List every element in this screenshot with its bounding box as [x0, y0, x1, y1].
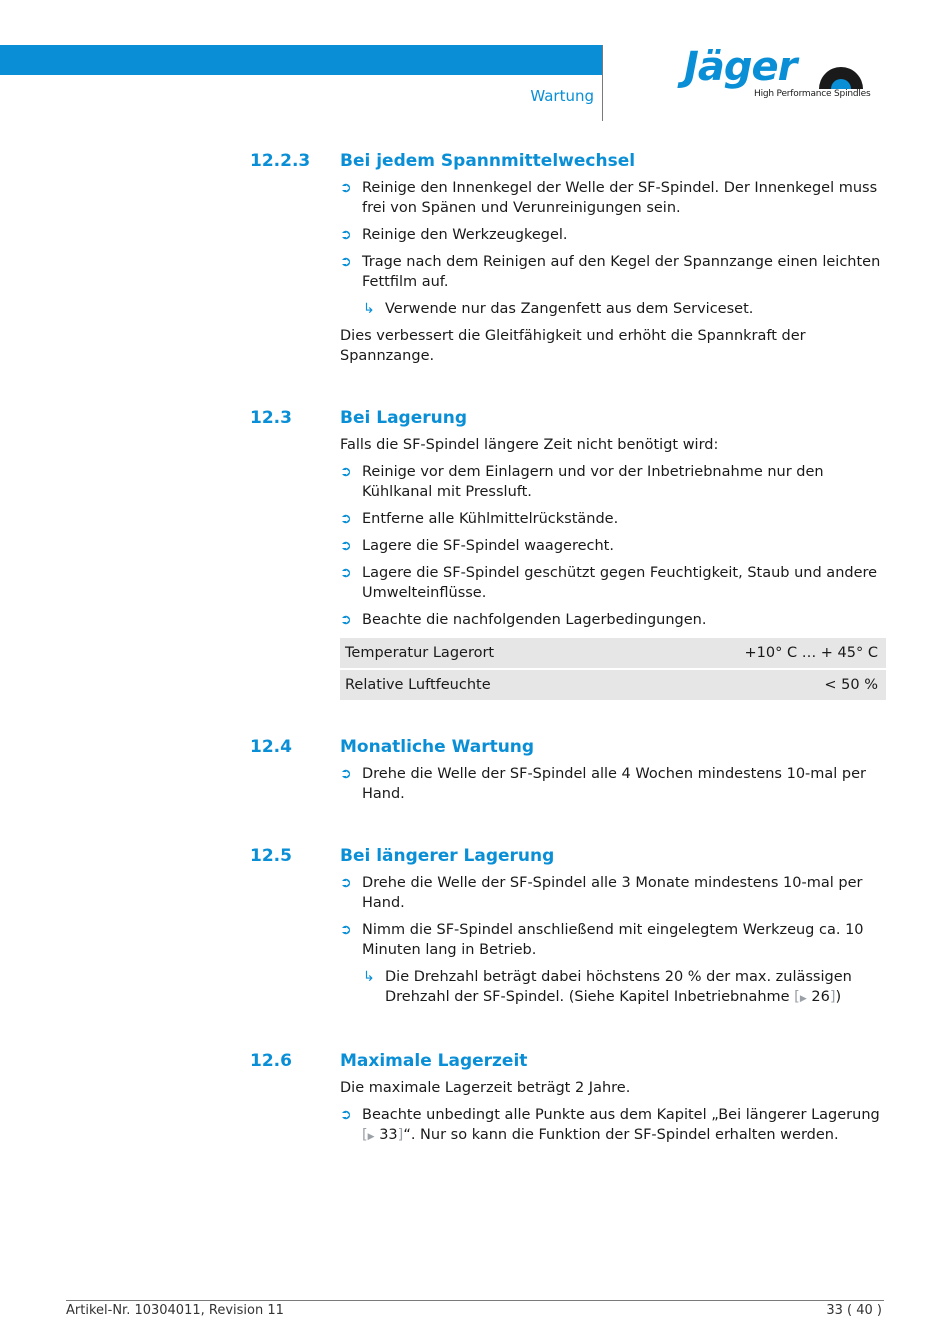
instruction-step: ➲ Beachte unbedingt alle Punkte aus dem Kapitel „Bei längerer Lagerung [▶ 33]“. Nur so kann die Funktion der SF-Spindel erhalten werden.	[340, 1107, 880, 1143]
section-number: 12.2.3	[250, 151, 311, 171]
footer-divider	[66, 1300, 884, 1301]
step-arrow-icon: ➲	[340, 612, 352, 628]
section-number: 12.5	[250, 846, 292, 866]
header-section-title: Wartung	[530, 87, 594, 105]
page-ref-icon: ▶	[799, 994, 807, 1004]
table-cell-label: Temperatur Lagerort	[345, 645, 495, 661]
section-12-3	[250, 405, 890, 701]
table-cell-value: < 50 %	[824, 677, 878, 693]
section-title: Monatliche Wartung	[340, 737, 535, 757]
section-12-4	[250, 734, 890, 804]
table-cell-label: Relative Luftfeuchte	[345, 677, 491, 693]
result-arrow-icon: ↳	[363, 969, 375, 985]
step-arrow-icon: ➲	[340, 1107, 352, 1123]
section-title: Bei längerer Lagerung	[340, 846, 555, 866]
page-reference-link[interactable]: 33	[379, 1127, 398, 1143]
logo-wordmark: Jäger	[684, 44, 797, 90]
step-arrow-icon: ➲	[340, 922, 352, 938]
footer-article-number: Artikel-Nr. 10304011, Revision 11	[66, 1303, 284, 1318]
footer-page-number: 33 ( 40 )	[826, 1303, 882, 1318]
instruction-step: ➲ Lagere die SF-Spindel waagerecht.	[340, 538, 614, 554]
instruction-step: ➲ Lagere die SF-Spindel geschützt gegen Feuchtigkeit, Staub und andere Umwelteinflüsse.	[340, 565, 878, 601]
header-color-bar	[0, 45, 603, 75]
section-12-5	[250, 843, 890, 1009]
instruction-step: ➲ Reinige den Innenkegel der Welle der SF-Spindel. Der Innenkegel muss frei von Spänen und Verunreinigungen sein.	[340, 180, 878, 216]
instruction-step: ➲ Drehe die Welle der SF-Spindel alle 3 Monate mindestens 10-mal per Hand.	[340, 875, 863, 911]
instruction-result: ↳ Die Drehzahl beträgt dabei höchstens 20 % der max. zulässigen Drehzahl der SF-Spindel. (Siehe Kapitel Inbetriebnahme [▶ 26])	[363, 969, 852, 1005]
section-title: Bei Lagerung	[340, 408, 467, 428]
paragraph: Die maximale Lagerzeit beträgt 2 Jahre.	[340, 1080, 631, 1096]
step-arrow-icon: ➲	[340, 464, 352, 480]
section-12-6	[250, 1048, 890, 1147]
instruction-step: ➲ Beachte die nachfolgenden Lagerbedingungen.	[340, 612, 707, 628]
result-arrow-icon: ↳	[363, 301, 375, 317]
page-content	[250, 148, 890, 1154]
section-number: 12.3	[250, 408, 292, 428]
logo-dome-icon	[817, 64, 865, 90]
paragraph: Falls die SF-Spindel längere Zeit nicht benötigt wird:	[340, 437, 719, 453]
table-row	[340, 670, 886, 701]
logo-tagline: High Performance Spindles	[754, 89, 871, 99]
step-arrow-icon: ➲	[340, 538, 352, 554]
instruction-step: ➲ Nimm die SF-Spindel anschließend mit eingelegtem Werkzeug ca. 10 Minuten lang in Betrieb.	[340, 922, 864, 958]
step-arrow-icon: ➲	[340, 565, 352, 581]
paragraph: Dies verbessert die Gleitfähigkeit und erhöht die Spannkraft der Spannzange.	[340, 328, 806, 364]
step-arrow-icon: ➲	[340, 875, 352, 891]
company-logo	[684, 44, 871, 105]
instruction-step: ➲ Entferne alle Kühlmittelrückstände.	[340, 511, 619, 527]
section-number: 12.6	[250, 1051, 292, 1071]
step-arrow-icon: ➲	[340, 766, 352, 782]
section-title: Bei jedem Spannmittelwechsel	[340, 151, 636, 171]
header-divider	[602, 45, 603, 121]
step-arrow-icon: ➲	[340, 180, 352, 196]
instruction-step: ➲ Trage nach dem Reinigen auf den Kegel der Spannzange einen leichten Fettfilm auf.	[340, 254, 881, 290]
table-row	[340, 638, 886, 669]
page-ref-icon: ▶	[367, 1132, 375, 1142]
instruction-step: ➲ Reinige den Werkzeugkegel.	[340, 227, 568, 243]
step-arrow-icon: ➲	[340, 227, 352, 243]
step-arrow-icon: ➲	[340, 254, 352, 270]
section-title: Maximale Lagerzeit	[340, 1051, 528, 1071]
storage-conditions-table	[340, 638, 886, 701]
instruction-step: ➲ Reinige vor dem Einlagern und vor der Inbetriebnahme nur den Kühlkanal mit Pressluft.	[340, 464, 824, 500]
section-number: 12.4	[250, 737, 292, 757]
instruction-result: ↳ Verwende nur das Zangenfett aus dem Serviceset.	[363, 301, 754, 317]
page-reference-link[interactable]: 26	[811, 989, 830, 1005]
table-cell-value: +10° C … + 45° C	[744, 645, 878, 661]
instruction-step: ➲ Drehe die Welle der SF-Spindel alle 4 Wochen mindestens 10-mal per Hand.	[340, 766, 867, 802]
section-12-2-3	[250, 148, 890, 366]
step-arrow-icon: ➲	[340, 511, 352, 527]
